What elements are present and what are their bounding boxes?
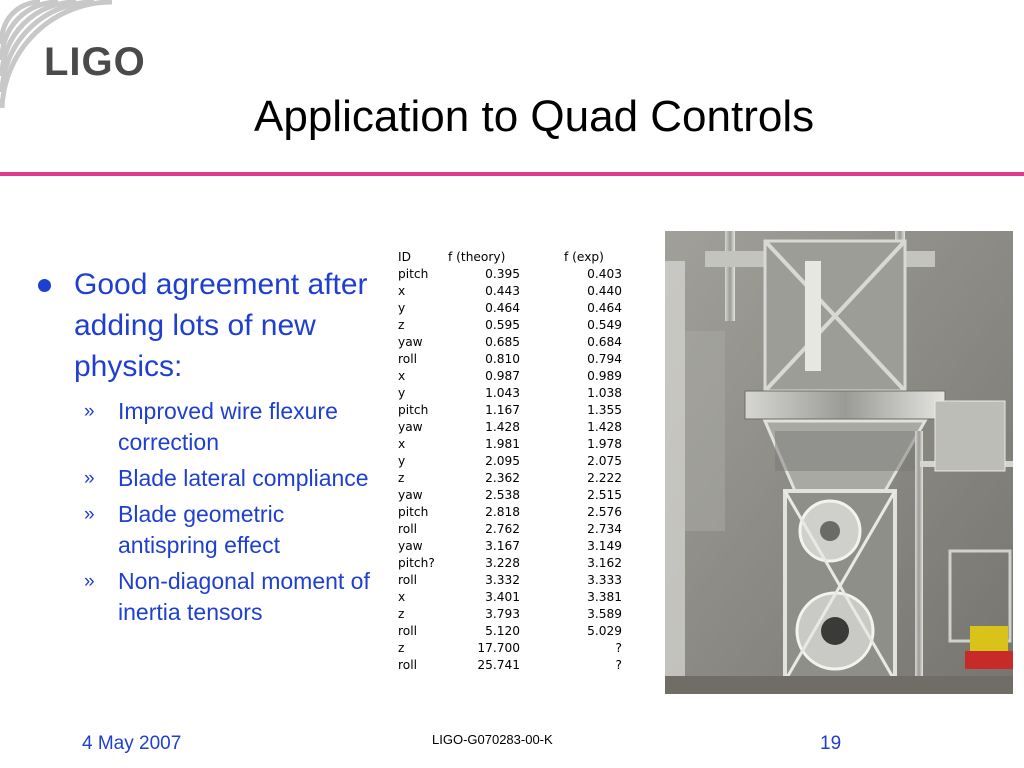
cell-theory: 2.095 [485, 454, 520, 468]
chevron-marker-icon: » [84, 504, 95, 525]
cell-theory: 0.685 [485, 335, 520, 349]
cell-id: pitch? [398, 556, 435, 570]
cell-exp: 0.440 [587, 284, 622, 298]
cell-exp: 3.149 [587, 539, 622, 553]
photo-illustration [665, 231, 1013, 694]
cell-id: x [398, 590, 406, 604]
table-row [398, 640, 628, 657]
cell-id: yaw [398, 488, 423, 502]
cell-theory: 17.700 [477, 641, 520, 655]
table-row [398, 538, 628, 555]
cell-theory: 1.043 [485, 386, 520, 400]
cell-theory: 0.595 [485, 318, 520, 332]
cell-id: roll [398, 624, 417, 638]
cell-theory: 2.818 [485, 505, 520, 519]
cell-theory: 2.362 [485, 471, 520, 485]
cell-theory: 0.810 [485, 352, 520, 366]
table-row [398, 572, 628, 589]
header-id: ID [398, 250, 411, 264]
footer-document-id: LIGO-G070283-00-K [432, 732, 553, 747]
sub-bullet-list [34, 396, 374, 628]
cell-id: z [398, 318, 405, 332]
cell-id: pitch [398, 505, 429, 519]
sub-bullet [84, 396, 374, 458]
sub-bullet-text: Blade geometric antispring effect [118, 501, 285, 558]
cell-exp: 2.075 [587, 454, 622, 468]
cell-id: z [398, 607, 405, 621]
ligo-logo: LIGO [44, 40, 146, 84]
table-row [398, 368, 628, 385]
cell-exp: 3.589 [587, 607, 622, 621]
header-theory: f (theory) [448, 250, 506, 264]
cell-theory: 3.332 [485, 573, 520, 587]
chevron-marker-icon: » [84, 468, 95, 489]
main-bullet [34, 264, 374, 387]
cell-theory: 1.981 [485, 437, 520, 451]
cell-theory: 5.120 [485, 624, 520, 638]
cell-id: yaw [398, 335, 423, 349]
cell-theory: 1.428 [485, 420, 520, 434]
cell-exp: 0.989 [587, 369, 622, 383]
cell-id: pitch [398, 267, 429, 281]
cell-exp: 2.515 [587, 488, 622, 502]
quad-suspension-photo [665, 231, 1013, 694]
cell-id: z [398, 641, 405, 655]
sub-bullet-text: Non-diagonal moment of inertia tensors [118, 568, 370, 625]
table-row [398, 487, 628, 504]
table-row [398, 504, 628, 521]
cell-exp: 2.576 [587, 505, 622, 519]
table-row [398, 623, 628, 640]
cell-id: yaw [398, 539, 423, 553]
table-row [398, 283, 628, 300]
table-row [398, 334, 628, 351]
footer-page-number: 19 [820, 733, 842, 754]
table-row [398, 351, 628, 368]
cell-id: roll [398, 658, 417, 672]
cell-theory: 25.741 [477, 658, 520, 672]
footer-date: 4 May 2007 [82, 733, 182, 754]
cell-id: y [398, 454, 406, 468]
cell-id: x [398, 284, 406, 298]
bullet-list [34, 264, 374, 633]
cell-id: z [398, 471, 405, 485]
cell-exp: 0.794 [587, 352, 622, 366]
header-exp: f (exp) [564, 250, 604, 264]
slide-title: Application to Quad Controls [254, 92, 815, 141]
table-row [398, 555, 628, 572]
table-row [398, 657, 628, 674]
frequency-table [398, 249, 628, 674]
sub-bullet [84, 463, 374, 494]
table-row [398, 300, 628, 317]
cell-theory: 0.464 [485, 301, 520, 315]
cell-id: y [398, 301, 406, 315]
table-row [398, 470, 628, 487]
bullet-dot-icon [38, 279, 51, 292]
cell-theory: 3.228 [485, 556, 520, 570]
cell-theory: 3.793 [485, 607, 520, 621]
cell-theory: 0.395 [485, 267, 520, 281]
cell-exp: 1.978 [587, 437, 622, 451]
cell-theory: 0.443 [485, 284, 520, 298]
title-divider [0, 172, 1024, 176]
cell-exp: 3.381 [587, 590, 622, 604]
cell-id: roll [398, 352, 417, 366]
table-row [398, 402, 628, 419]
main-bullet-text: Good agreement after adding lots of new physics: [74, 268, 368, 383]
cell-id: yaw [398, 420, 423, 434]
cell-id: x [398, 369, 406, 383]
cell-exp: 0.464 [587, 301, 622, 315]
cell-exp: ? [615, 658, 622, 672]
cell-id: pitch [398, 403, 429, 417]
table-row [398, 453, 628, 470]
table-row [398, 606, 628, 623]
sub-bullet [84, 499, 374, 561]
table-body [398, 266, 628, 674]
cell-theory: 2.538 [485, 488, 520, 502]
cell-id: roll [398, 573, 417, 587]
sub-bullet-text: Improved wire flexure correction [118, 398, 338, 455]
cell-id: y [398, 386, 406, 400]
cell-exp: 3.162 [587, 556, 622, 570]
table-row [398, 385, 628, 402]
cell-exp: 0.549 [587, 318, 622, 332]
cell-exp: 2.222 [587, 471, 622, 485]
cell-id: x [398, 437, 406, 451]
sub-bullet [84, 566, 374, 628]
cell-theory: 0.987 [485, 369, 520, 383]
cell-theory: 1.167 [485, 403, 520, 417]
cell-exp: 3.333 [587, 573, 622, 587]
cell-exp: 2.734 [587, 522, 622, 536]
table-row [398, 521, 628, 538]
cell-theory: 3.401 [485, 590, 520, 604]
table-row [398, 419, 628, 436]
sub-bullet-text: Blade lateral compliance [118, 465, 369, 491]
table-row [398, 589, 628, 606]
cell-exp: 1.355 [587, 403, 622, 417]
cell-id: roll [398, 522, 417, 536]
table-row [398, 266, 628, 283]
cell-exp: 0.403 [587, 267, 622, 281]
cell-exp: ? [615, 641, 622, 655]
cell-theory: 3.167 [485, 539, 520, 553]
cell-exp: 0.684 [587, 335, 622, 349]
table-row [398, 317, 628, 334]
chevron-marker-icon: » [84, 401, 95, 422]
table-header-row [398, 249, 628, 266]
chevron-marker-icon: » [84, 571, 95, 592]
cell-exp: 1.428 [587, 420, 622, 434]
cell-exp: 5.029 [587, 624, 622, 638]
cell-theory: 2.762 [485, 522, 520, 536]
table-row [398, 436, 628, 453]
cell-exp: 1.038 [587, 386, 622, 400]
